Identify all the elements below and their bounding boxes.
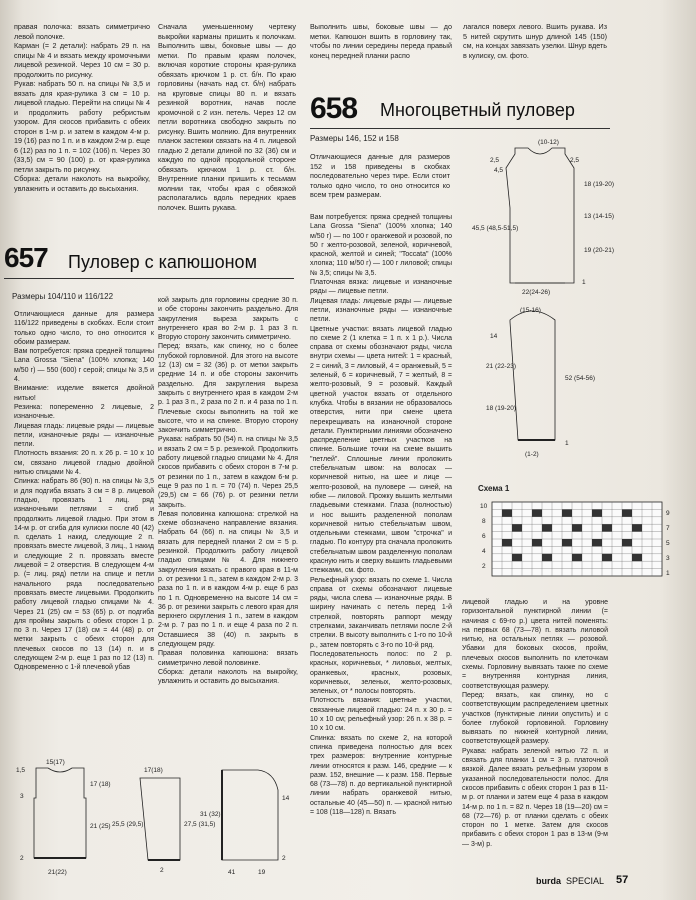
title-rule-658: [310, 128, 610, 129]
row-label: 7: [666, 525, 670, 532]
text-657-left: [14, 310, 154, 673]
paragraph: правая полочка: вязать симметрично левой полочке. Карман (= 2 детали): набрать 29 п. на спицы № 4 и вязать между кромочными лицевой резинкой. Через 10 см = 30 р. продолжить по рисунку. Рукав: набрать 50 п. на спицы № 3,5 и вязать для края-рулика 3 см = 10 р. лицевой гладью. Перейти на спицы № 4 и продолжить работу ребристым узором. Для скосов прибавить с обеих сторон в 1-м р. и затем в каждом 4-м р. 19 (16) раз по 1 п. и в каждом 2-м р. еще 6 (12) раз по 1 п. = 102 (106) п. Через 30 (33,5) см = 90 (100) р. от края-рулика петли закрыть по рисунку. Сборка: детали наколоть на выкройку, увлажнить и оставить до высыхания.: [14, 22, 150, 193]
paragraph: лагался поверх левого. Вшить рукава. Из 5 нитей скрутить шнур длиной 145 (150) см, на концах завязать узелки. Шнур вдеть в кулиску, см. фото.: [463, 22, 607, 60]
text-658-right: [462, 598, 608, 849]
label: 27,5 (31,5): [184, 821, 216, 828]
label: 17(18): [144, 767, 163, 774]
sizes-658: Размеры 146, 152 и 158: [310, 134, 399, 143]
text-col-2-top: [158, 22, 296, 212]
label: 41: [228, 869, 236, 876]
label: 3: [20, 793, 24, 800]
label: 4,5: [494, 167, 504, 174]
pattern-title-657: Пуловер с капюшоном: [68, 252, 257, 272]
row-label: 6: [482, 533, 486, 540]
schema1-title: Схема 1: [478, 484, 510, 493]
label: 45,5 (48,5-51,5): [472, 225, 519, 232]
row-label: 10: [480, 503, 488, 510]
text-658-intro: [310, 152, 450, 200]
label: 25,5 (29,5): [112, 821, 144, 828]
paragraph: Отличающиеся данные для размера 116/122 приведены в скобках. Если стоит только одно число, то оно относится к обоим размерам. Вам потребуется: пряжа средней толщины Lana Grossa "Siena" (100% хлопка; 140 м/50 г) — 550 (600) г серой; спицы № 3,5 и 4. Внимание: изделие вяжется двойной нитью! Резинка: попеременно 2 лицевые, 2 изнаночные. Лицевая гладь: лицевые ряды — лицевые петли, изнаночные ряды — изнаночные петли. Плотность вязания: 20 п. x 26 р. = 10 x 10 см, связано лицевой гладью двойной нитью спицами № 4. Спинка: набрать 86 (90) п. на спицы № 3,5 и для подгиба вязать 3 см = 8 р. лицевой гладью, провязать 1 лиц. ряд изнаночными петлями = сгиб и продолжить лицевой гладью. При этом в 14-м р. от сгиба для кулиски после 40 (42) п. сделать 1 накид, следующие 2 п. провязать вместе лицевой, 3 лиц., 1 накид и следующие 2 п. провязать вместе лицевой = 2 отверстия. В следующем 4-м р. (= лиц. ряд) петли на спице и петли начального ряда последовательно провязать вместе лицевыми. Продолжить работу лицевой гладью спицами № 4. Через 21 (25) см = 53 (65) р. от подгиба для проймы закрыть с обеих сторон 1 р. по 3 п. Через 17 (18) см = 44 (48) р. от метки закрыть с обеих сторон для плечевых скосов по 13 (14) п. и в следующем 2-м р. еще 1 раз по 12 (13) п. Одновременно с 1-й плечевой убав: [14, 311, 154, 672]
schematic-658-body: [470, 138, 620, 298]
label: 2: [160, 867, 164, 874]
label: 2,5: [570, 157, 580, 164]
row-label: 2: [482, 563, 486, 570]
label: 17 (18): [90, 781, 111, 788]
special-label: SPECIAL: [566, 876, 605, 886]
label: (1-2): [525, 451, 539, 458]
label: 52 (54-56): [565, 375, 595, 382]
page-number: 57: [616, 874, 629, 886]
row-label: 9: [666, 510, 670, 517]
pattern-title-658: Многоцветный пуловер: [380, 100, 575, 120]
label: 1: [565, 440, 569, 447]
label: 18 (19-20): [486, 405, 516, 412]
pattern-number-658: 658: [310, 92, 358, 125]
label: 2: [282, 855, 286, 862]
paragraph: Сначала уменьшенному чертежу выкройки карманы пришить к полочкам. Выполнить швы, боковые швы — до метки. По правым краям полочек, включая короткие стороны края-рулика обвязать крючком 1 р. ст. б/н. По краю горловины (начать над ст. б/н) набрать на круговые спицы 80 п. и вязать резинкой воротник, начав после кромочной с 2 изн. петель. Через 12 см петли воротника свободно закрыть по рисунку. Вшить молнию. Для внутренних планок застежки связать на 4 п. лицевой гладью 2 детали длиной по 32 (36) см и каждую по одной продольной стороне обвязать крючком 1 р. ст. б/н. Внутренние планки пришить к тесьмам молнии так, чтобы края с обвязкой располагались вдоль передних краев полочек. Вшить рукава.: [158, 22, 296, 212]
schema-1-chart: [478, 500, 678, 584]
paragraph: Отличающиеся данные для размеров 152 и 158 приведены в скобках последовательно через тире. Если стоит только одно число, то оно относится ко всем трем размерам.: [310, 152, 450, 199]
label: 21(22): [48, 869, 67, 876]
label: 13 (14-15): [584, 213, 614, 220]
label: 19 (20-21): [584, 247, 614, 254]
label: (10-12): [538, 139, 559, 146]
sizes-657: Размеры 104/110 и 116/122: [12, 292, 114, 301]
row-label: 1: [666, 570, 670, 577]
row-label: 4: [482, 548, 486, 555]
label: 15(17): [46, 759, 65, 766]
label: 14: [490, 333, 498, 340]
text-col-1-top: [14, 22, 150, 193]
label: 21 (22-23): [486, 363, 516, 370]
text-657-mid: [158, 296, 298, 686]
row-label: 3: [666, 555, 670, 562]
brand-logo: burda: [536, 876, 562, 886]
label: (15-16): [520, 307, 541, 314]
label: 2: [20, 855, 24, 862]
schematic-657-hood: [198, 760, 308, 882]
label: 31 (32): [200, 811, 221, 818]
label: 1,5: [16, 767, 26, 774]
text-col-3-top: [310, 22, 452, 60]
paragraph: Выполнить швы, боковые швы — до метки. Капюшон вшить в горловину так, чтобы по линии середины переда правый конец передней планки распо: [310, 22, 452, 60]
label: 2,5: [490, 157, 500, 164]
label: 21 (25): [90, 823, 111, 830]
label: 22(24-26): [522, 289, 551, 296]
text-658-main: [310, 213, 452, 817]
label: 1: [582, 279, 586, 286]
paragraph: Вам потребуется: пряжа средней толщины Lana Grossa "Siena" (100% хлопка; 140 м/50 г) — по 100 г оранжевой и розовой, по 50 г желто-розовой, зеленой, коричневой, красной, желтой и синей; "Toccata" (100% хлопка; 110 м/50 г) — 100 г лиловой; спицы № 3,5; спицы № 3,5. Платочная вязка: лицевые и изнаночные ряды — лицевые петли. Лицевая гладь: лицевые ряды — лицевые петли, изнаночные ряды — изнаночные петли. Цветные участки: вязать лицевой гладью по схеме 2 (1 клетка = 1 п. x 1 р.). Числа справа от схемы обозначают ряды, числа внутри схемы — цвета нитей: 1 = красный, 2 = синий, 3 = лиловый, 4 = оранжевый, 5 = зеленый, 6 = коричневый, 7 = желтый, 8 = желто-розовый, 9 = розовый. Каждый цветной участок вязать от отдельного клубка. Чтобы в вязании не образовалось отверстия, нити при смене цвета перекрещивать на изнаночной стороне детали. Пунктирными линиями обозначено распределение цветных участков на спинке. Большие точки на схеме вышить "петлей". Сплошные линии проложить стебельчатым швом: на волосах — коричневой нитью, на шее и лице — желто-розовой, на пуловере — синей, на юбке — лиловой. Прожку вышить желтыми гладьевыми стежками. Глаза (полностью) и нос вышить разделенной пополам коричневой нитью стебельчатым швом, отдельными стежками, швом "строчка" и гладью. По контуру рта сначала проложить стебельчатым швом разделенную пополам красную нить и сверху вышить гладьевыми стежками, см. фото. Рельефный узор: вязать по схеме 1. Числа справа от схемы обозначают лицевые ряды, числа слева — изнаночные ряды. В ширину начинать с петель перед 1-й стрелкой, повторять раппорт между стрелками, заканчивать петлями после 2-й стрелки. В высоту выполнить с 1-го по 10-й р., затем повторять с 3-го по 10-й ряд. Последовательность полос: по 2 р. красных, коричневых, * лиловых, желтых, оранжевых, красных, розовых, коричневых, зеленых, желто-розовых, зеленых, от * полосы повторять. Плотность вязания: цветные участки, связанные лицевой гладью: 24 п. x 30 р. = 10 x 10 см; рельефный узор: 26 п. x 38 р. = 10 x 10 см. Спинка: вязать по схеме 2, на которой спинка приведена полностью для всех трех размеров: внутренние контурные линии относятся к разм. 146, средние — к разм. 152, внешние — к разм. 158. Первые 68 (73—78) п. до вертикальной пунктирной линии набрать оранжевой нитью, остальные 40 (45—50) п. — красной нитью = 108 (118—128) п. Вязать: [310, 214, 452, 816]
label: 18 (19-20): [584, 181, 614, 188]
label: 14: [282, 795, 290, 802]
label: 19: [258, 869, 266, 876]
paragraph: кой закрыть для горловины средние 30 п. и обе стороны закончить раздельно. Для закругления выреза закрыть с внутреннего края во 2-м р. 1 раз 3 п. Вторую сторону закончить симметрично. Перед: вязать, как спинку, но с более глубокой горловиной. Для этого на высоте 12 (13) см = 32 (36) р. от метки закрыть средние 14 п. и обе стороны закончить раздельно. Для закругления выреза закрыть с внутреннего края в каждом 2-м р. 1 раз 3 п., 2 раза по 2 п. и 4 раза по 1 п. Плечевые скосы выполнить на той же высоте, что и на спинке. Вторую сторону закончить симметрично. Рукава: набрать 50 (54) п. на спицы № 3,5 и вязать 2 см = 5 р. резинкой. Продолжить работу лицевой гладью спицами № 4. Для скосов прибавить с обеих сторон в 7-м р. от резинки по 1 п., затем в каждом 6-м р. еще 9 раз по 1 п. = 70 (74) п. Через 25,5 (29,5) см = 66 (76) р. от резинки петли закрыть. Левая половинка капюшона: стрелкой на схеме обозначено направление вязания. Набрать 64 (66) п. на спицы № 3,5 и вязать для передней планки 2 см = 5 р. резинкой. Продолжить работу лицевой гладью спицами № 4. Для нижнего закругления вязать с правого края в 11-м р. от резинки 1 п., затем в каждом 2-м р. 3 раза по 1 п. и в каждом 4-м р. еще 6 раз по 1 п. Одновременно на высоте 14 см = 36 р. от резинки закрыть с левого края для верхнего скругления 1 п., затем в каждом 2-м р. 7 раз по 1 п. и еще 4 раза по 2 п. Оставшиеся 38 (40) п. закрыть в следующем ряду. Правая половинка капюшона: вязать симметрично левой половинке. Сборка: детали наколоть на выкройку, увлажнить и оставить до высыхания.: [158, 297, 298, 686]
text-col-4-top: [463, 22, 607, 60]
schematic-658-sleeve: [480, 300, 610, 470]
pattern-number-657: 657: [4, 242, 48, 273]
row-label: 5: [666, 540, 670, 547]
title-rule-657: [4, 278, 294, 279]
paragraph: лицевой гладью и на уровне горизонтальной пунктирной линии (= начиная с 69-го р.) цвета нитей поменять: на первых 68 (73—78) п. вязать лиловой нитью, на остальных петлях — розовой. Убавки для боковых скосов, пройм, плечевых скосов выполнить по клеточкам схемы. Горловину вывязать также по схеме = внутренняя контурная линия, соответствующая размеру. Перед: вязать, как спинку, но с соответствующим распределением цветных участков (пунктирные линии опустить) и с более глубокой горловиной. Горловину вывязать по нижней контурной линии, соответствующей размеру. Рукава: набрать зеленой нитью 72 п. и связать для планки 1 см = 3 р. платочной вязкой. Далее вязать рельефным узором в указанной последовательности полос. Для скосов прибавить с обеих сторон 1 раз в 11-м р. от планки и затем еще 4 раза в каждом 14-м р. по 1 п. = 82 п. Через 18 (19—20) см = 68 (72—76) р. от планки сделать с обеих сторон по 1 метке. Затем для скосов прибавить с обеих сторон 1 раз в 13-м (9-м — 3-м) р.: [462, 599, 608, 848]
schematic-657-body: [14, 758, 111, 880]
row-label: 8: [482, 518, 486, 525]
